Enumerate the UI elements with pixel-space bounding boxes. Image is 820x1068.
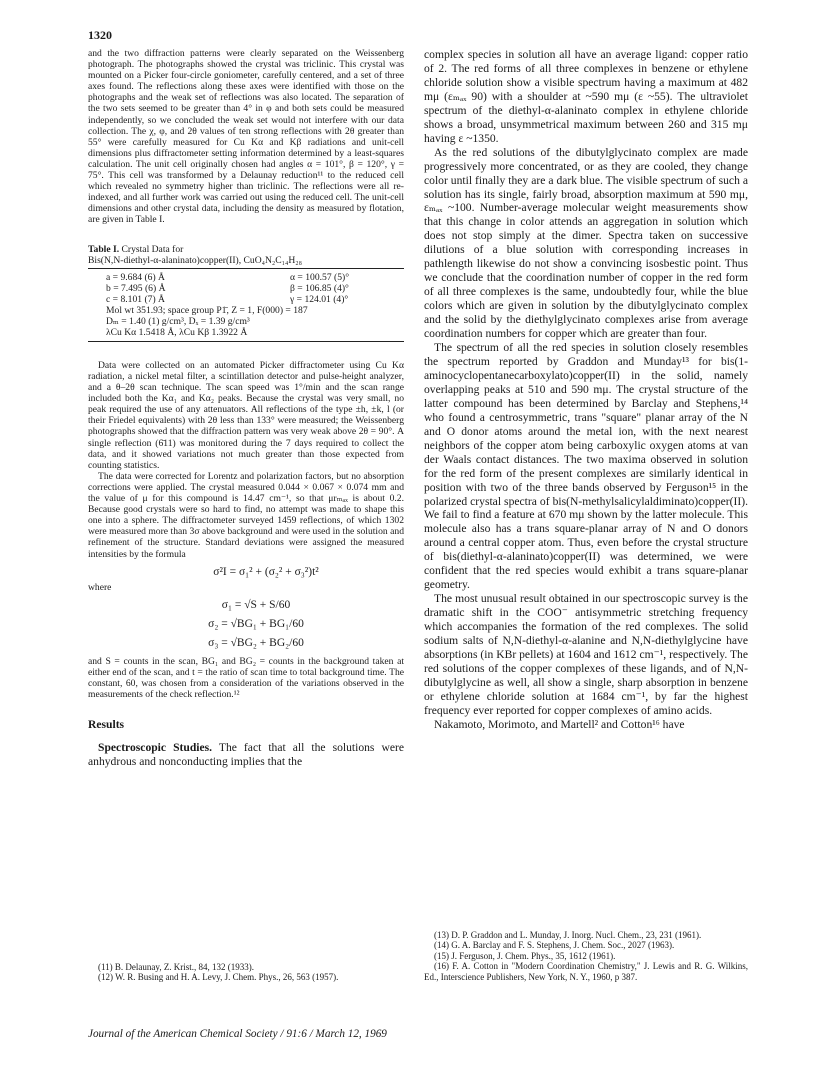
footnotes-left [88,962,404,983]
table-line: Mol wt 351.93; space group P1̄, Z = 1, F(000) = 187 [106,304,308,316]
table-cell: b = 7.495 (6) Å [106,282,166,294]
left-column [88,48,404,769]
table-cell: β = 106.85 (4)° [290,282,349,294]
body-paragraph: The spectrum of all the red species in solution closely resembles the spectrum reported by Graddon and Munday¹³ for bis(1-aminocyclopentanecarboxylato)copper(II) in the solid, namely overlapping peaks at 510 and 590 mμ. The crystal structure of the latter compound has been determined by Barclay and Stephens,¹⁴ who found a centrosymmetric, trans "square" planar array of the N and O donor atoms around the metal ion, with the next nearest neighbors of the copper atom being carboxylic oxygen atoms at van der Waals contact distances. The two maxima observed in solution for the red form of the present complexes are similarly identical in position with two of the three bands observed by Ferguson¹⁵ in the polarized crystal spectra of bis(N-methylsalicylaldiminato)copper(II). We fail to find a feature at 670 mμ shown by the latter molecule. This molecule also has a trans square-planar array of N and O donors around a central copper atom. Thus, even before the crystal structure of bis(diethyl-α-alaninato)copper(II) was determined, we were confident that the red species would exhibit a trans square-planar geometry. [424,341,748,592]
sigma3-formula: σ₃ = √BG₂ + BG₂/60 [208,636,304,649]
table-cell: γ = 124.01 (4)° [290,293,349,305]
footnote: (11) B. Delaunay, Z. Krist., 84, 132 (1933). [98,962,255,972]
data-collection-paragraph: Data were collected on an automated Picker diffractometer using Cu Kα radiation, a nickel metal filter, a scintillation detector and pulse-height analyzer, and a θ–2θ scan technique. The scan speed was 1°/min and the scan range included both the Kα₁ and Kα₂ peaks. Because the crystal was very small, no peak required the use of any attenuators. All reflections of the type ±h, ±k, l (or their Friedel equivalents) with 2θ less than 133° were measured; the Weissenberg photographs showed that the diffraction pattern was very weak above 2θ = 90°. A single reflection (6̄11) was monitored during the 7 days required to collect the data, and it showed variations not much greater than those expected from counting statistics. [88,359,404,471]
intensity-formula: σ²I = σ₁² + (σ₂² + σ₃²)t² [213,565,319,578]
footnote: (16) F. A. Cotton in "Modern Coordination Chemistry," J. Lewis and R. G. Wilkins, Ed., Interscience Publishers, New York, N. Y., 1960, p 387. [424,961,748,982]
table-body [88,268,404,342]
footnote: (14) G. A. Barclay and F. S. Stephens, J. Chem. Soc., 2027 (1963). [434,940,675,951]
journal-footer: Journal of the American Chemical Society / 91:6 / March 12, 1969 [88,1028,387,1040]
table-row [106,283,404,294]
table-row [106,294,404,305]
table-caption [88,244,404,266]
spectroscopic-text: The fact that all the solutions were anhydrous and nonconducting implies that the [88,740,404,768]
footnotes-right [424,930,748,982]
table-line: λCu Kα 1.5418 Å, λCu Kβ 1.3922 Å [106,326,248,338]
table-row [106,272,404,283]
body-paragraph: The most unusual result obtained in our spectroscopic survey is the dramatic shift in the COO⁻ antisymmetric stretching frequency which accompanies the formation of the red complexes. The solid sodium salts of N,N-diethyl-α-alanine and N,N-diethylglycine have absorptions (in KBr pellets) at 1604 and 1612 cm⁻¹, respectively. The red solutions of the copper complexes of these ligands, and of N,N-dibutylglycine as well, all show a single, sharp absorption in benzene or ethylene chloride solution at 1684 cm⁻¹, by far the highest frequency ever reported for copper complexes of amino acids. [424,592,748,717]
table-title: Crystal Data for [121,243,184,255]
body-paragraph: complex species in solution all have an average ligand: copper ratio of 2. The red forms of all three complexes in benzene or ethylene chloride solution show a visible spectrum having a maximum at 482 mμ (εₘₐₓ 90) with a shoulder at ~590 mμ (ε ~55). The ultraviolet spectrum of the diethyl-α-alaninato complex in ethylene chloride shows a broad, unsymmetrical maximum between 260 and 315 mμ having ε ~1350. [424,48,748,145]
where-label: where [88,581,112,593]
footnote: (15) J. Ferguson, J. Chem. Phys., 35, 1612 (1961). [434,950,616,961]
table-cell: c = 8.101 (7) Å [106,293,165,305]
corrections-paragraph: The data were corrected for Lorentz and polarization factors, but no absorption corrections were applied. The crystal measured 0.044 × 0.067 × 0.074 mm and the value of μ for this compound is 14.47 cm⁻¹, so that μrₘₐₓ is about 0.2. Because good crystals were so hard to find, no attempt was made to shape this one into a sphere. The diffractometer surveyed 1459 reflections, of which 1302 were measured more than 3σ above background and were used in the solution and refinement of the structure. Standard deviations were assigned the measured intensities by the formula [88,470,404,560]
table-compound: Bis(N,N-diethyl-α-alaninato)copper(II), CuO₄N₂C₁₄H₂₈ [88,254,302,266]
table-label: Table I. [88,243,120,255]
page-number: 1320 [88,28,112,42]
footnote: (13) D. P. Graddon and L. Munday, J. Inorg. Nucl. Chem., 23, 231 (1961). [434,930,702,940]
body-paragraph: Nakamoto, Morimoto, and Martell² and Cotton¹⁶ have [434,717,685,731]
sigma1-formula: σ₁ = √S + S/60 [221,598,291,611]
crystal-data-table [88,244,404,342]
results-heading: Results [88,717,125,731]
table-line: Dₘ = 1.40 (1) g/cm³, Dₓ = 1.39 g/cm³ [106,315,250,327]
spectroscopic-runin: Spectroscopic Studies. [98,740,213,754]
table-cell: a = 9.684 (6) Å [106,271,165,283]
sigma2-formula: σ₂ = √BG₁ + BG₁/60 [208,617,304,630]
definitions-paragraph: and S = counts in the scan, BG₁ and BG₂ = counts in the background taken at either end of the scan, and t = the ratio of scan time to total background time. The constant, 60, was chosen from a consideration of the variations observed in the measurements of the check reflection.¹² [88,655,404,700]
methods-paragraph: and the two diffraction patterns were clearly separated on the Weissenberg photograph. The photographs showed the crystal was triclinic. This crystal was mounted on a Picker four-circle goniometer, carefully centered, and a set of three axes found. The reflections along these axes were identified with those on the photographs and the weak set of reflections was also located. The separation of the two sets seemed to be greater than 4° in φ and both sets could be measured independently, so we concluded the weak set would not interfere with our data collection. The χ, φ, and 2θ values of ten strong reflections with 2θ greater than 55° were carefully measured for Cu Kα and Kβ radiations and unit-cell dimensions plus diffractometer setting information determined by a least-squares calculation. The unit cell originally chosen had angles α = 101°, β = 120°, γ = 75°. This cell was transformed by a Delaunay reduction¹¹ to the reduced cell which revealed no symmetry higher than triclinic. The reflections were all re-indexed, and all further work was carried out using the reduced cell. The unit-cell dimensions and other crystal data, including the density as measured by flotation, are given in Table I. [88,48,404,226]
spectroscopic-paragraph [88,741,404,769]
right-column [424,48,748,732]
footnote: (12) W. R. Busing and H. A. Levy, J. Chem. Phys., 26, 563 (1957). [98,972,339,983]
body-paragraph: As the red solutions of the dibutylglycinato complex are made progressively more concentrated, or as they are cooled, they change color until finally they are a dark blue. The visible spectrum of such a solution has its single, fairly broad, absorption maximum at 590 mμ, εₘₐₓ ~100. Number-average molecular weight measurements show that this change in color attends an aggregation in solution which does not stop simply at the dimer. Spectra taken on successive dilutions of a blue solution with corresponding increases in pathlength likewise do not show a convincing isosbestic point. Thus we conclude that the coordination number of copper in the red form of all three complexes is the same, undoubtedly four, while the blue colors which are given in solution by the dibutylglycinato complex and the solid by the diethylglycinato complexes arise from average coordination numbers for copper which are greater than four. [424,145,748,341]
table-cell: α = 100.57 (5)° [290,271,350,283]
